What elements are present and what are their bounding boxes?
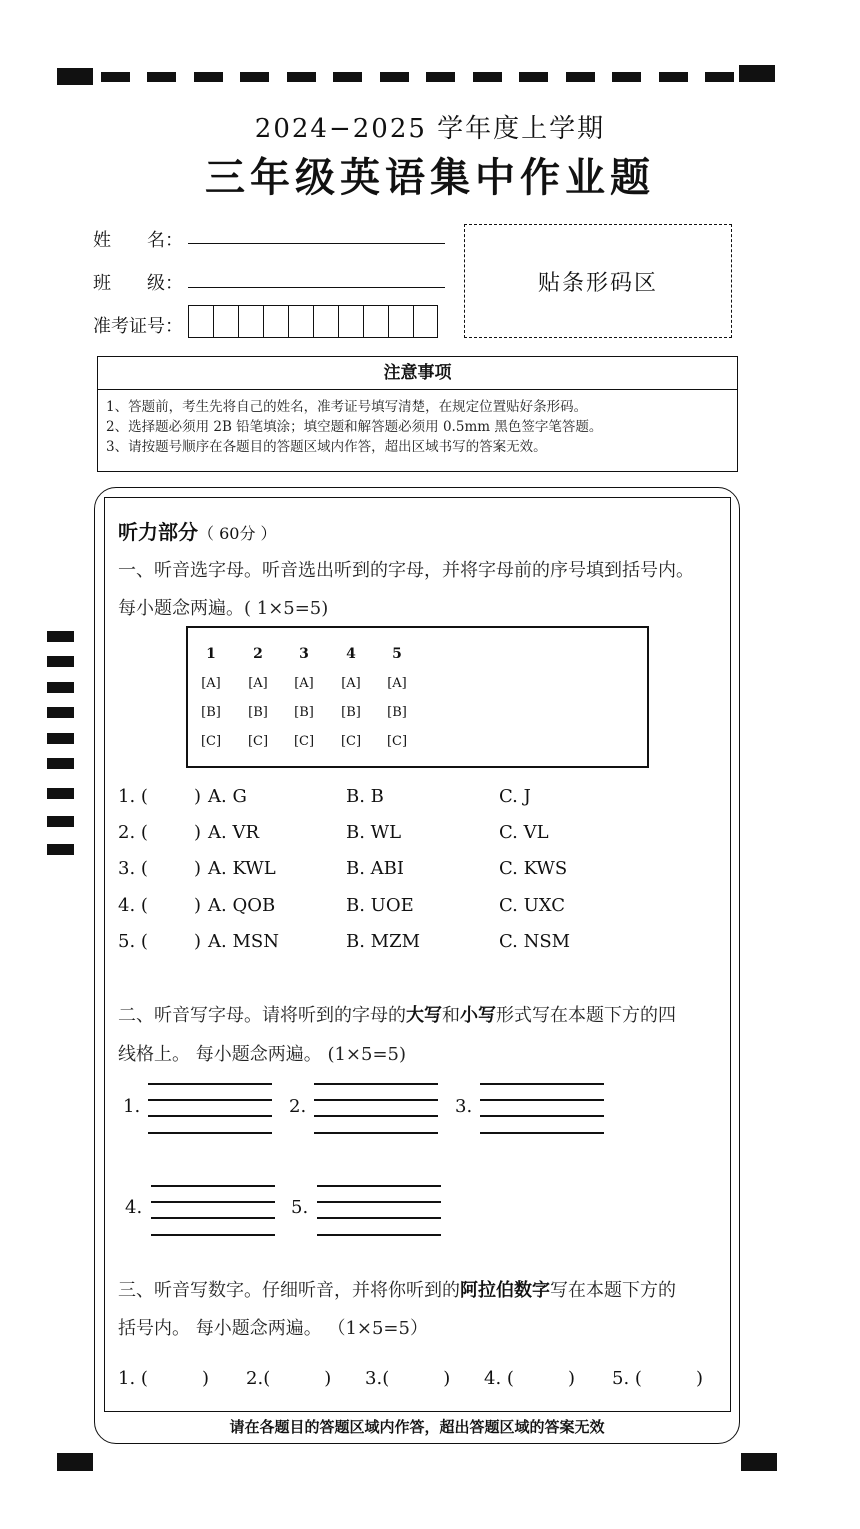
option-b: B. UOE xyxy=(346,895,414,916)
notice-item: 2、选择题必须用 2B 铅笔填涂；填空题和解答题必须用 0.5mm 黑色签字笔答题。 xyxy=(106,419,603,435)
barcode-area xyxy=(464,224,732,338)
number-answer-item[interactable]: 2.( ) xyxy=(246,1368,332,1389)
bold-arabic-numerals: 阿拉伯数字 xyxy=(460,1280,550,1301)
writing-item-number: 2. xyxy=(289,1096,307,1117)
bubble-option-c[interactable]: [C] xyxy=(386,734,408,749)
four-line-writing-grid[interactable] xyxy=(314,1083,438,1135)
writing-item-number: 1. xyxy=(123,1096,141,1117)
bubble-option-b[interactable]: [B] xyxy=(387,705,407,720)
option-b: B. B xyxy=(346,786,384,807)
writing-item-number: 5. xyxy=(291,1197,309,1218)
option-b: B. ABI xyxy=(346,858,405,879)
exam-id-digit-box[interactable] xyxy=(188,305,213,338)
exam-id-boxes[interactable] xyxy=(188,305,438,338)
exam-id-label: 准考证号： xyxy=(93,316,183,337)
bubble-column-number: 5 xyxy=(392,646,402,662)
question-number: 4. ( xyxy=(118,895,148,916)
number-answer-item[interactable]: 1. ( ) xyxy=(118,1368,209,1389)
bubble-option-c[interactable]: [C] xyxy=(340,734,362,749)
bubble-option-c[interactable]: [C] xyxy=(293,734,315,749)
bubble-option-a[interactable]: [A] xyxy=(294,676,314,691)
question-paren-close: ) xyxy=(194,858,202,879)
option-a: A. MSN xyxy=(208,931,279,952)
writing-item-number: 3. xyxy=(455,1096,473,1117)
listening-title: 听力部分 xyxy=(118,520,198,544)
option-a: A. G xyxy=(208,786,247,807)
option-b: B. WL xyxy=(346,822,402,843)
option-c: C. J xyxy=(499,786,531,807)
section2-instruction-cont: 线格上。 每小题念两遍。 (1×5=5) xyxy=(118,1044,407,1065)
question-paren-close: ) xyxy=(194,822,202,843)
section2-instruction: 二、听音写字母。请将听到的字母的大写和小写形式写在本题下方的四 xyxy=(118,1005,676,1026)
section3-instruction: 三、听音写数字。仔细听音，并将你听到的阿拉伯数字写在本题下方的 xyxy=(118,1280,676,1301)
barcode-area-label: 贴条形码区 xyxy=(537,270,658,296)
section1-instruction: 一、听音选字母。听音选出听到的字母，并将字母前的序号填到括号内。 xyxy=(118,560,694,581)
bubble-column-number: 1 xyxy=(206,646,216,662)
name-label: 姓 名： xyxy=(93,230,183,251)
exam-id-digit-box[interactable] xyxy=(238,305,263,338)
bubble-option-a[interactable]: [A] xyxy=(341,676,361,691)
number-answer-item[interactable]: 4. ( ) xyxy=(484,1368,575,1389)
exam-id-digit-box[interactable] xyxy=(288,305,313,338)
question-paren-close: ) xyxy=(194,786,202,807)
bubble-option-b[interactable]: [B] xyxy=(294,705,314,720)
bubble-option-b[interactable]: [B] xyxy=(201,705,221,720)
exam-id-digit-box[interactable] xyxy=(213,305,238,338)
question-paren-close: ) xyxy=(194,931,202,952)
class-field[interactable] xyxy=(188,287,445,288)
four-line-writing-grid[interactable] xyxy=(148,1083,272,1135)
bubble-option-c[interactable]: [C] xyxy=(200,734,222,749)
bubble-column-number: 4 xyxy=(346,646,356,662)
question-number: 1. ( xyxy=(118,786,148,807)
section1-instruction-cont: 每小题念两遍。( 1×5=5) xyxy=(118,598,329,619)
corner-mark-bottom-left xyxy=(57,1453,93,1471)
bubble-option-b[interactable]: [B] xyxy=(341,705,361,720)
question-number: 2. ( xyxy=(118,822,148,843)
exam-id-digit-box[interactable] xyxy=(338,305,363,338)
notice-item: 3、请按题号顺序在各题目的答题区域内作答，超出区域书写的答案无效。 xyxy=(106,439,547,455)
class-label: 班 级： xyxy=(93,273,183,294)
corner-mark-bottom-right xyxy=(741,1453,777,1471)
four-line-writing-grid[interactable] xyxy=(151,1185,275,1237)
option-c: C. KWS xyxy=(499,858,568,879)
bold-uppercase: 大写 xyxy=(406,1005,442,1026)
bubble-option-b[interactable]: [B] xyxy=(248,705,268,720)
bubble-column-number: 3 xyxy=(299,646,309,662)
bold-lowercase: 小写 xyxy=(460,1005,496,1026)
question-number: 5. ( xyxy=(118,931,148,952)
answer-blank[interactable]: ( ) xyxy=(140,1368,209,1389)
school-year-title: 2024−2025 学年度上学期 xyxy=(254,114,606,144)
option-c: C. VL xyxy=(499,822,549,843)
option-a: A. QOB xyxy=(208,895,276,916)
exam-id-digit-box[interactable] xyxy=(388,305,413,338)
bubble-option-a[interactable]: [A] xyxy=(201,676,221,691)
four-line-writing-grid[interactable] xyxy=(317,1185,441,1237)
section3-instruction-cont: 括号内。 每小题念两遍。 （1×5=5） xyxy=(118,1318,428,1339)
answer-blank[interactable]: ( ) xyxy=(506,1368,575,1389)
question-number: 3. ( xyxy=(118,858,148,879)
name-field[interactable] xyxy=(188,243,445,244)
listening-section-title xyxy=(118,516,277,545)
option-a: A. VR xyxy=(208,822,259,843)
exam-id-digit-box[interactable] xyxy=(413,305,438,338)
page-title: 三年级英语集中作业题 xyxy=(205,154,655,201)
four-line-writing-grid[interactable] xyxy=(480,1083,604,1135)
exam-id-digit-box[interactable] xyxy=(263,305,288,338)
option-a: A. KWL xyxy=(208,858,276,879)
bubble-option-a[interactable]: [A] xyxy=(248,676,268,691)
notice-title: 注意事项 xyxy=(98,357,737,390)
exam-id-digit-box[interactable] xyxy=(313,305,338,338)
writing-item-number: 4. xyxy=(125,1197,143,1218)
top-alignment-bar xyxy=(57,65,775,85)
bubble-option-c[interactable]: [C] xyxy=(247,734,269,749)
number-answer-item[interactable]: 5. ( ) xyxy=(612,1368,703,1389)
answer-blank[interactable]: ( ) xyxy=(263,1368,332,1389)
notice-item: 1、答题前，考生先将自己的姓名，准考证号填写清楚，在规定位置贴好条形码。 xyxy=(106,399,588,415)
bubble-column-number: 2 xyxy=(253,646,263,662)
option-c: C. NSM xyxy=(499,931,571,952)
bubble-answer-grid xyxy=(186,626,649,768)
option-c: C. UXC xyxy=(499,895,566,916)
notice-box xyxy=(97,356,738,472)
answer-blank[interactable]: ( ) xyxy=(382,1368,451,1389)
option-b: B. MZM xyxy=(346,931,421,952)
answer-blank[interactable]: ( ) xyxy=(634,1368,703,1389)
question-paren-close: ) xyxy=(194,895,202,916)
exam-id-digit-box[interactable] xyxy=(363,305,388,338)
answer-area-footer: 请在各题目的答题区域内作答，超出答题区域的答案无效 xyxy=(229,1418,605,1436)
bubble-option-a[interactable]: [A] xyxy=(387,676,407,691)
listening-score: （ 60分 ） xyxy=(198,524,277,543)
number-answer-item[interactable]: 3.( ) xyxy=(365,1368,451,1389)
